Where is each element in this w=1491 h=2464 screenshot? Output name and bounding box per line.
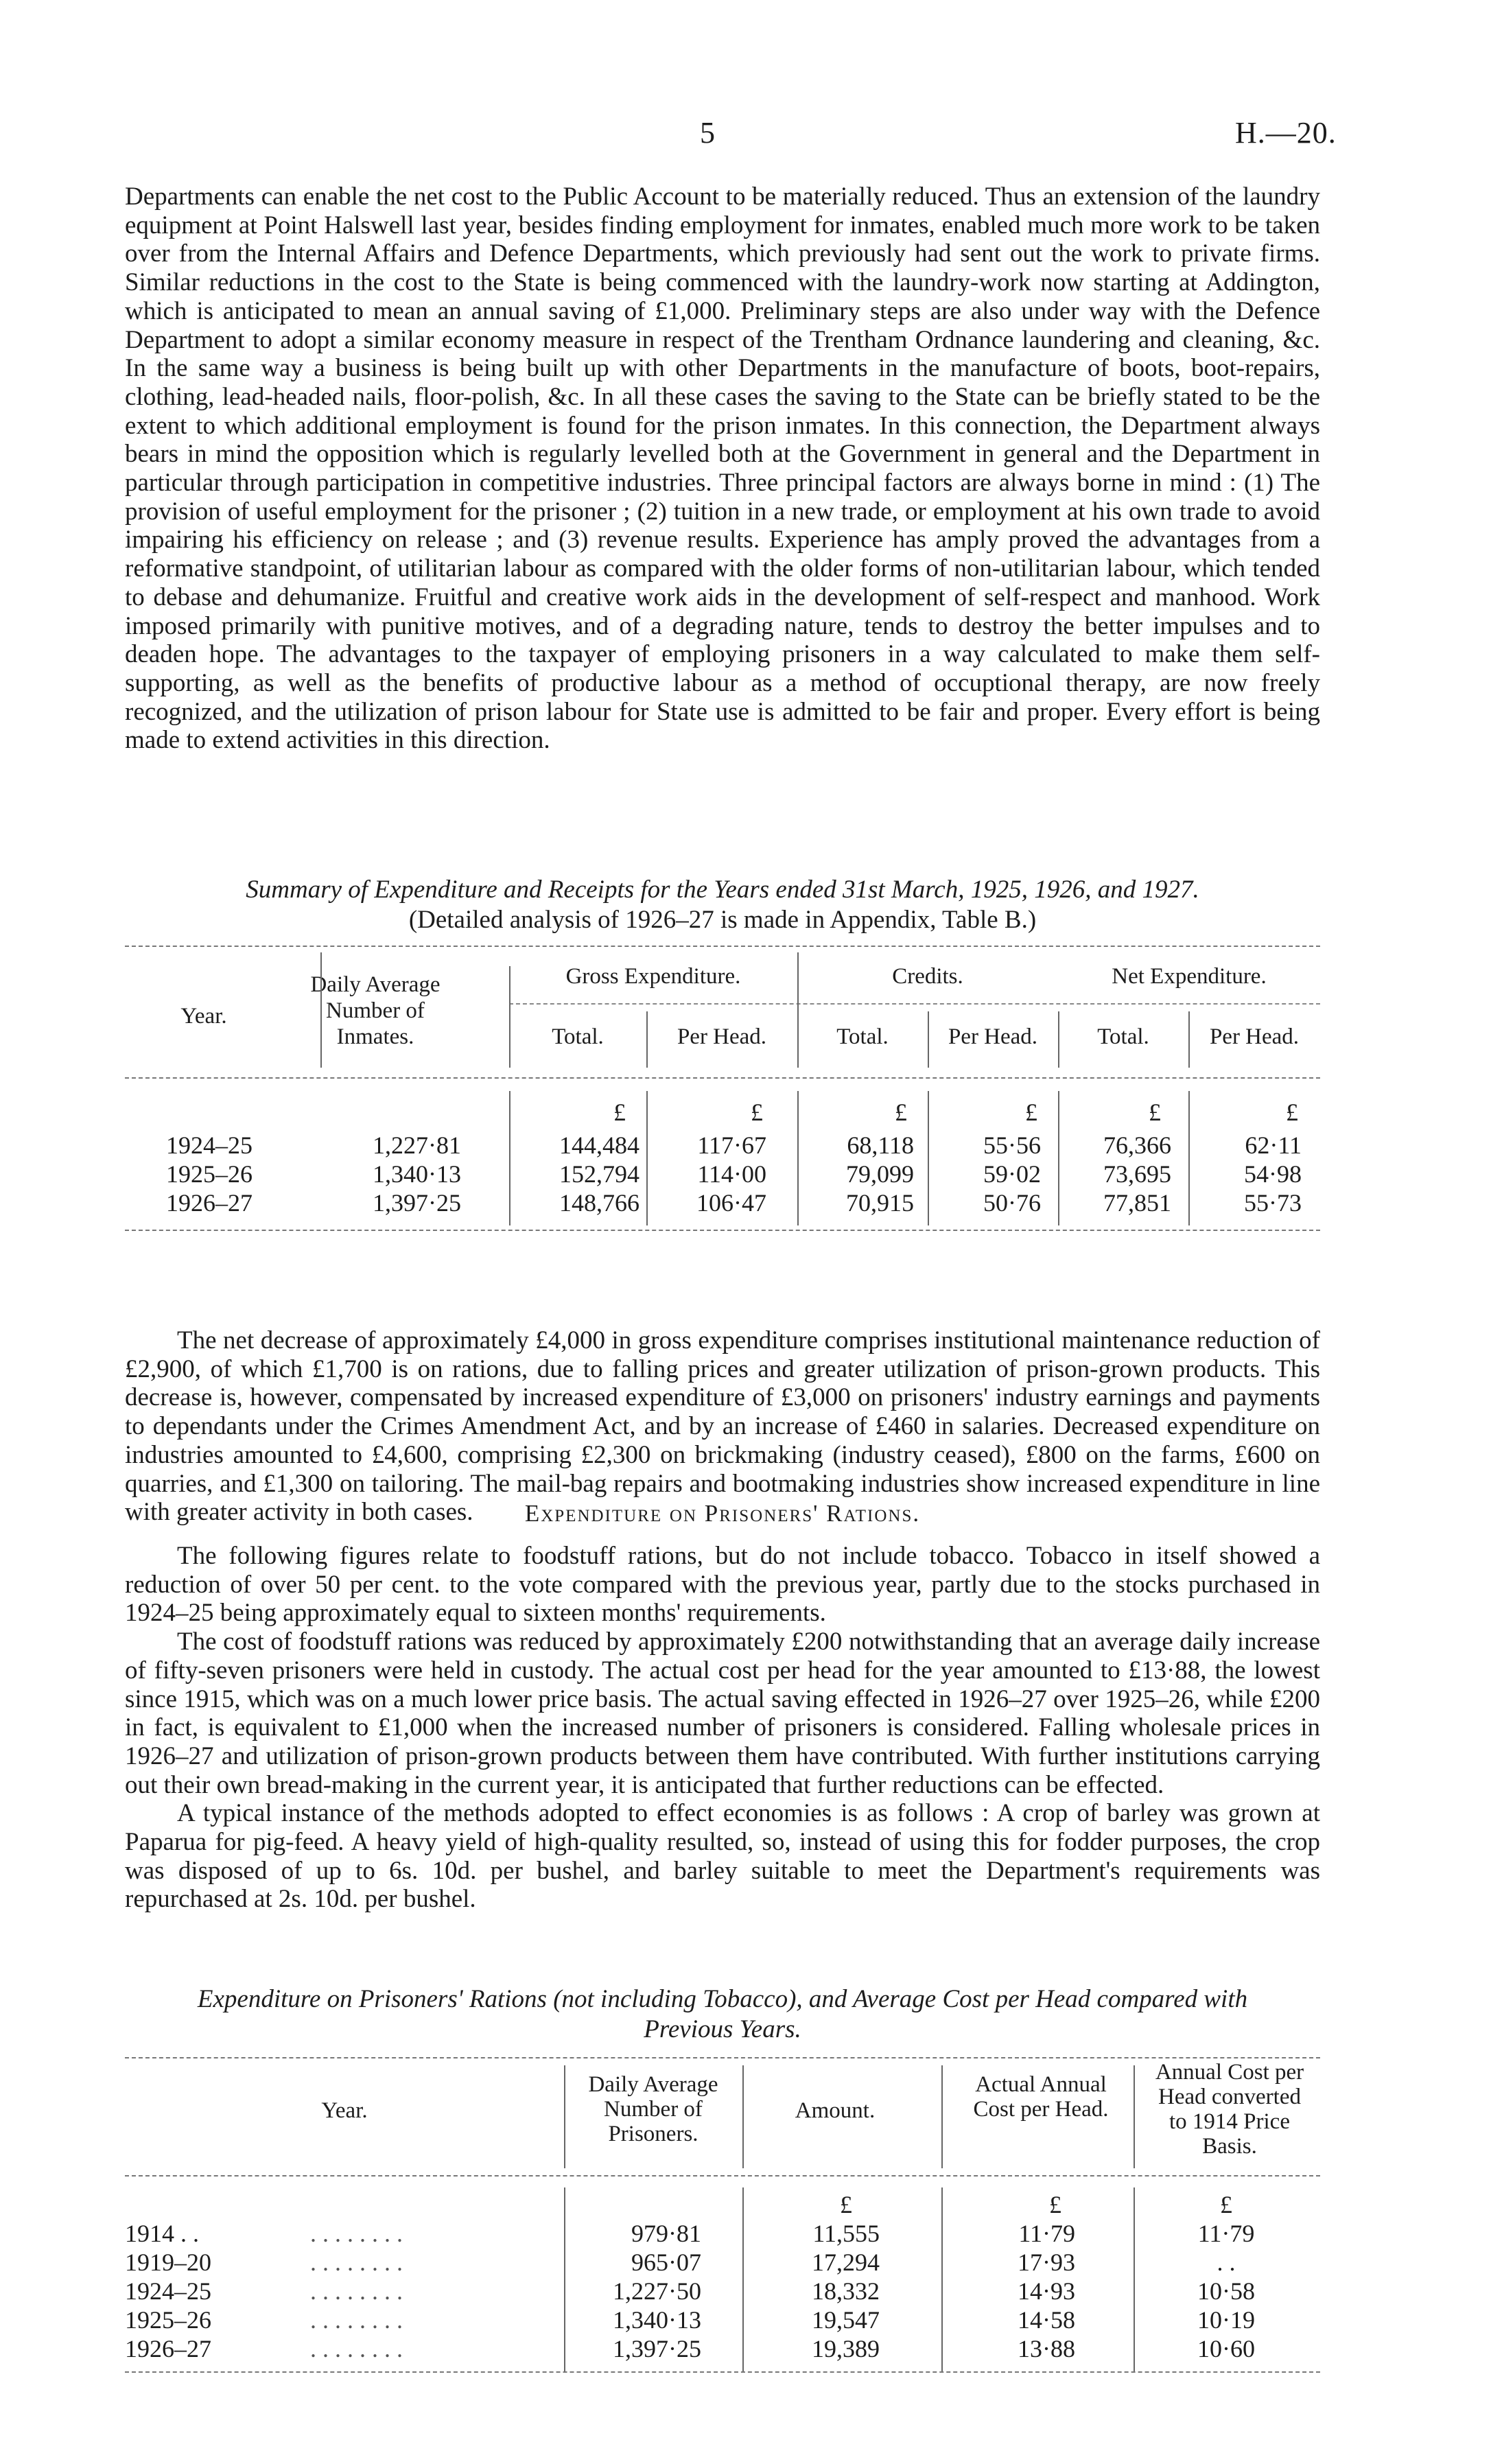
col-header-year: Year.	[321, 2098, 368, 2123]
table-cell-gross-total: 152,794	[559, 1160, 639, 1188]
table-cell-amount: 11,555	[812, 2220, 880, 2247]
table2-title-line2: Previous Years.	[644, 2015, 801, 2043]
table1-subtitle: (Detailed analysis of 1926–27 is made in Appendix, Table B.)	[408, 906, 1037, 934]
table-cell-net-total: 76,366	[1103, 1131, 1171, 1159]
col-header-inmates: Daily Average Number of Inmates.	[310, 972, 441, 1049]
page-number: 5	[700, 116, 715, 150]
dot-leader: . . . . . . . .	[310, 2249, 403, 2276]
col-header-converted: Annual Cost per Head converted to 1914 Price Basis.	[1155, 2060, 1304, 2159]
currency-symbol: £	[895, 1099, 907, 1126]
table-cell-credit-total: 79,099	[846, 1160, 914, 1188]
table-cell-amount: 19,547	[812, 2306, 880, 2334]
currency-symbol: £	[751, 1099, 763, 1126]
table-cell-actual: 14·93	[1018, 2277, 1075, 2305]
table-cell-credit-head: 50·76	[983, 1189, 1041, 1217]
dot-leader: . . . . . . . .	[310, 2335, 403, 2362]
table-cell-prisoners: 1,340·13	[613, 2306, 701, 2334]
table-cell-credit-total: 70,915	[846, 1189, 914, 1217]
table2-caption	[125, 1984, 1320, 2045]
table-cell-actual: 13·88	[1018, 2335, 1075, 2362]
table-cell-amount: 19,389	[812, 2335, 880, 2362]
table-cell-prisoners: 1,397·25	[613, 2335, 701, 2362]
col-header-credits-total: Total.	[836, 1024, 889, 1049]
table-cell-year: 1926–27	[166, 1189, 253, 1217]
col-header-year: Year.	[180, 1004, 227, 1029]
table-cell-net-total: 73,695	[1103, 1160, 1171, 1188]
table-cell-actual: 17·93	[1018, 2249, 1075, 2276]
paragraph: The cost of foodstuff rations was reduced by approximately £200 notwithstanding that an average daily increase of fifty-seven prisoners were held in custody. The actual cost per head for the year amounted to £13·88, the lowest since 1915, which was on a much lower price basis. The actual saving effected in 1926–27 over 1925–26, while £200 in fact, is equivalent to £1,000 when the increased number of prisoners is considered. Falling wholesale prices in 1926–27 and utilization of prison-grown products between them have contributed. With further institutions carrying out their own bread-making in the current year, it is anticipated that further reductions can be effected.	[125, 1628, 1320, 1799]
table-cell-gross-head: 114·00	[697, 1160, 766, 1188]
table-cell-gross-head: 106·47	[696, 1189, 766, 1217]
col-header-gross: Gross Expenditure.	[565, 964, 741, 989]
dot-leader: . . . . . . . .	[310, 2306, 403, 2334]
paragraph: The net decrease of approximately £4,000 in gross expenditure comprises institutional maintenance reduction of £2,900, of which £1,700 is on rations, due to falling prices and greater utilization of prison-grown products. This decrease is, however, compensated by increased expenditure of £3,000 on prisoners' industry earnings and payments to dependants under the Crimes Amendment Act, and by an increase of £460 in salaries. Decreased expenditure on industries amounted to £4,600, comprising £2,300 on brickmaking (industry ceased), £800 on the farms, £600 on quarries, and £1,300 on tailoring. The mail-bag repairs and bootmaking industries show increased expenditure in line with greater activity in both cases.	[125, 1326, 1320, 1527]
table-cell-gross-total: 148,766	[559, 1189, 639, 1217]
table-cell-net-head: 54·98	[1244, 1160, 1302, 1188]
rations-paragraphs	[125, 1542, 1320, 1914]
dot-leader: . . . . . . . .	[310, 2277, 403, 2305]
section-title: Expenditure on Prisoners' Rations.	[524, 1500, 921, 1527]
currency-symbol: £	[1049, 2191, 1061, 2218]
table-cell-converted: 10·58	[1197, 2277, 1255, 2305]
table-cell-year: 1926–27	[125, 2335, 211, 2362]
table1-title: Summary of Expenditure and Receipts for the Years ended 31st March, 1925, 1926, and 1927.	[246, 876, 1199, 904]
table1-caption	[125, 875, 1320, 935]
col-header-amount: Amount.	[795, 2098, 876, 2123]
table-cell-amount: 17,294	[812, 2249, 880, 2276]
table-cell-prisoners: 965·07	[631, 2249, 701, 2276]
table-cell-year: 1914 . .	[125, 2220, 199, 2247]
table-cell-year: 1925–26	[166, 1160, 253, 1188]
col-header-prisoners: Daily Average Number of Prisoners.	[588, 2072, 718, 2146]
table-cell-inmates: 1,397·25	[373, 1189, 461, 1217]
col-header-credits-per-head: Per Head.	[948, 1024, 1038, 1049]
currency-symbol: £	[613, 1099, 626, 1126]
table-cell-prisoners: 979·81	[631, 2220, 701, 2247]
table-cell-actual: 11·79	[1018, 2220, 1075, 2247]
table-cell-net-total: 77,851	[1103, 1189, 1171, 1217]
table-cell-gross-total: 144,484	[559, 1131, 639, 1159]
col-header-actual: Actual Annual Cost per Head.	[973, 2072, 1109, 2122]
currency-symbol: £	[1149, 1099, 1161, 1126]
document-code: H.—20.	[1235, 116, 1337, 150]
paragraph: A typical instance of the methods adopted to effect economies is as follows : A crop of barley was grown at Paparua for pig-feed. A heavy yield of high-quality resulted, so, instead of using this for fodder purposes, the crop was disposed of up to 6s. 10d. per bushel, and barley suitable to meet the Department's requirements was repurchased at 2s. 10d. per bushel.	[125, 1799, 1320, 1914]
col-header-net: Net Expenditure.	[1112, 964, 1267, 989]
table-cell-year: 1924–25	[125, 2277, 211, 2305]
col-header-gross-per-head: Per Head.	[677, 1024, 767, 1049]
table-cell-credit-total: 68,118	[847, 1131, 914, 1159]
table-cell-converted: 10·60	[1197, 2335, 1255, 2362]
table-cell-amount: 18,332	[812, 2277, 880, 2305]
table-cell-inmates: 1,227·81	[373, 1131, 461, 1159]
table-cell-net-head: 62·11	[1245, 1131, 1302, 1159]
table-cell-converted: . .	[1217, 2249, 1236, 2276]
paragraph: The following figures relate to foodstuff rations, but do not include tobacco. Tobacco in itself showed a reduction of over 50 per cent. to the vote compared with the previous year, partly due to the stocks purchased in 1924–25 being approximately equal to sixteen months' requirements.	[125, 1542, 1320, 1628]
col-header-gross-total: Total.	[552, 1024, 604, 1049]
table-cell-converted: 10·19	[1197, 2306, 1255, 2334]
table2-title: Expenditure on Prisoners' Rations (not including Tobacco), and Average Cost per Head compared with	[197, 1985, 1248, 2013]
table-cell-gross-head: 117·67	[697, 1131, 766, 1159]
table-cell-inmates: 1,340·13	[373, 1160, 461, 1188]
table-cell-net-head: 55·73	[1244, 1189, 1302, 1217]
expenditure-paragraph	[125, 1326, 1320, 1527]
col-header-net-total: Total.	[1097, 1024, 1149, 1049]
currency-symbol: £	[1220, 2191, 1232, 2218]
table-cell-credit-head: 55·56	[983, 1131, 1041, 1159]
table-cell-converted: 11·79	[1197, 2220, 1255, 2247]
table-cell-year: 1925–26	[125, 2306, 211, 2334]
col-header-credits: Credits.	[892, 964, 963, 989]
intro-paragraph	[125, 183, 1320, 755]
paragraph: Departments can enable the net cost to the Public Account to be materially reduced. Thus an extension of the laundry equipment at Point Halswell last year, besides finding employment for inmates, enabled much more work to be taken over from the Internal Affairs and Defence Departments, which previously had sent out the work to private firms. Similar reductions in the cost to the State is being commenced with the laundry-work now starting at Addington, which is anticipated to mean an annual saving of £1,000. Preliminary steps are also under way with the Defence Department to adopt a similar economy measure in respect of the Trentham Ordnance laundering and cleaning, &c. In the same way a business is being built up with other Departments in the manufacture of boots, boot-repairs, clothing, lead-headed nails, floor-polish, &c. In all these cases the saving to the State can be briefly stated to be the extent to which additional employment is found for the prison inmates. In this connection, the Department always bears in mind the opposition which is regularly levelled both at the Government in general and the Department in particular through participation in competitive industries. Three principal factors are always borne in mind : (1) The provision of useful employment for the prisoner ; (2) tuition in a new trade, or employment at his own trade to avoid impairing his efficiency on release ; and (3) revenue results. Experience has amply proved the advantages from a reformative standpoint, of utilitarian labour as compared with the older forms of non-utilitarian labour, which tended to debase and dehumanize. Fruitful and creative work aids in the development of self-respect and manhood. Work imposed primarily with punitive motives, and of a degrading nature, tends to destroy the better impulses and to deaden hope. The advantages to the taxpayer of employing prisoners in a way calculated to make them self-supporting, as well as the benefits of productive labour as a method of occuptional therapy, are now freely recognized, and the utilization of prison labour for State use is admitted to be fair and proper. Every effort is being made to extend activities in this direction.	[125, 183, 1320, 755]
table-cell-prisoners: 1,227·50	[613, 2277, 701, 2305]
col-header-net-per-head: Per Head.	[1209, 1024, 1300, 1049]
currency-symbol: £	[1025, 1099, 1037, 1126]
table-cell-year: 1919–20	[125, 2249, 211, 2276]
currency-symbol: £	[840, 2191, 852, 2218]
table-cell-year: 1924–25	[166, 1131, 253, 1159]
table-cell-actual: 14·58	[1018, 2306, 1075, 2334]
table-cell-credit-head: 59·02	[983, 1160, 1041, 1188]
dot-leader: . . . . . . . .	[310, 2220, 403, 2247]
currency-symbol: £	[1286, 1099, 1298, 1126]
